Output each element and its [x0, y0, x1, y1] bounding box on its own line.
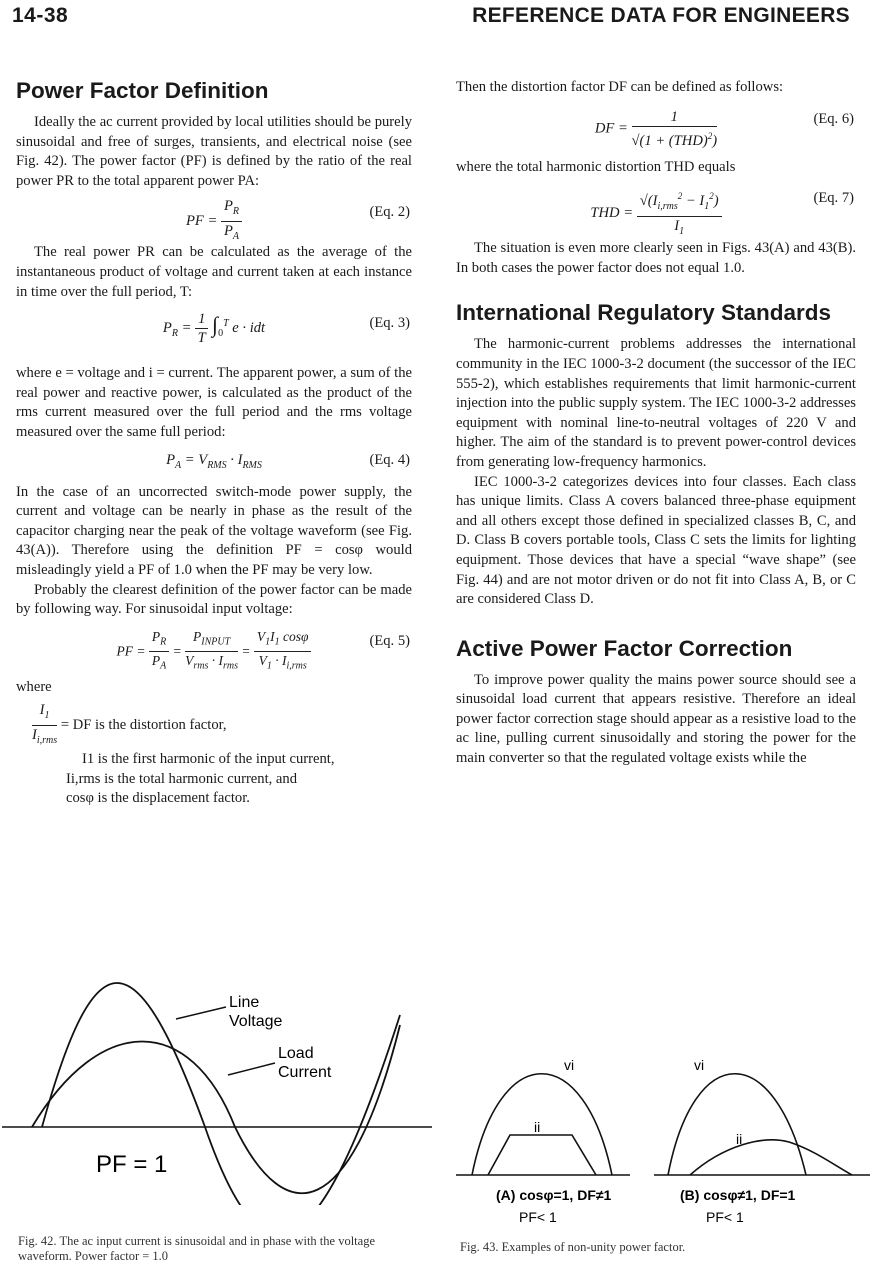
label-a-line1: (A) cosφ=1, DF≠1 — [496, 1187, 612, 1203]
equation-label: (Eq. 3) — [369, 315, 410, 332]
equation-7: THD = $\frac{√(I_{i,rms}^2 - I_1^2)}{I_1}$ (Eq. 7) — [456, 177, 856, 239]
left-column — [16, 78, 412, 809]
equation-label: (Eq. 4) — [369, 451, 410, 468]
ii-pulse-a — [488, 1135, 596, 1175]
vi-curve-b — [668, 1074, 806, 1175]
right-column — [456, 78, 856, 769]
running-title: REFERENCE DATA FOR ENGINEERS — [472, 4, 850, 27]
paragraph: Then the distortion factor DF can be defined as follows: — [456, 79, 784, 95]
figure-42-caption: Fig. 42. The ac input current is sinusoidal and in phase with the voltage waveform. Power factor = 1.0 — [18, 1234, 375, 1263]
equation-4: $P_A = V_{RMS} \cdot I_{RMS}$ (Eq. 4) — [166, 451, 410, 471]
where-label: where — [16, 678, 52, 695]
vi-curve-a — [472, 1074, 612, 1175]
vi-label-b: vi — [694, 1057, 705, 1073]
heading-active-pfc: Active Power Factor Correction — [456, 635, 793, 661]
paragraph: IEC 1000-3-2 categorizes devices into four classes. Each class has unique limits. Class A covers balanced three-phase equipment and all others except those defined in specialized classes B, C, and D. Class B covers portable tools, Class C sets the limits for lighting equipment. Those devices that have a special “wave shape” (see Fig. 44) and are not motor driven or do not fit into Class A, B, or C are considered Class D. — [456, 473, 856, 608]
load-label: Load — [278, 1045, 314, 1062]
equation-6: DF = $\frac{1}{√(1 + (THD)^2)}$ (Eq. 6) — [594, 108, 854, 149]
equation-label: (Eq. 7) — [813, 190, 854, 207]
paragraph: In the case of an uncorrected switch-mode power supply, the current and voltage can be nearly in phase as the result of the capacitor charging near the peak of the voltage waveform (see Fig. 43(A)). Therefore using the definition PF = cosφ would misleadingly yield a PF of 1.0 when the PF may be very low. — [16, 483, 412, 578]
definition-3: Ii,rms is the total harmonic current, and — [66, 770, 297, 787]
page-number: 14-38 — [12, 4, 69, 27]
label-a-line2: PF< 1 — [519, 1209, 557, 1225]
paragraph: The real power PR can be calculated as the average of the instantaneous product of voltage and current taken at each instance in time over the full period, T: — [16, 244, 412, 300]
voltage-label: Voltage — [229, 1013, 283, 1030]
paragraph: Probably the clearest definition of the power factor can be made by following way. For sinusoidal input voltage: — [16, 581, 412, 618]
paragraph: The harmonic-current problems addresses the international community in the IEC 1000-3-2 document (the successor of the IEC 555-2), which establishes requirements that limit harmonic-current injection into the public supply system. The IEC 1000-3-2 addresses equipment with nominal line-to-neutral voltages of 220 V and higher. The aim of the standard is to prevent power-control devices from generating low-frequency harmonics. — [456, 336, 856, 470]
load-current-curve — [32, 1025, 400, 1193]
ii-label-a: ii — [534, 1119, 541, 1135]
label-b-line2: PF< 1 — [706, 1209, 744, 1225]
figure-42-waveform — [0, 975, 440, 1205]
paragraph: To improve power quality the mains power source should see a sinusoidal load current that appears resistive. Therefore an ideal power factor correction stage should appear as a resistive load to the ac line, pulling current sinusoidally and storing the power for the main converter so that the regulated voltage exists while the — [456, 671, 856, 767]
figure-43-waveforms — [454, 1040, 872, 1230]
ii-label-b: ii — [736, 1131, 743, 1147]
label-b-line1: (B) cosφ≠1, DF=1 — [680, 1187, 796, 1203]
definition-4: cosφ is the displacement factor. — [66, 790, 250, 807]
paragraph: Ideally the ac current provided by local utilities should be purely sinusoidal and free of surges, transients, and electrical noise (see Fig. 42). The power factor (PF) is defined by the ratio of the real power PR to the total apparent power PA: — [16, 114, 412, 189]
equation-5: PF = $\frac{P_R}{P_A}$ = $\frac{P_{INPUT}}{V_{rms} \cdot I_{rms}}$ = $\frac{V_1I_1 \cos\varphi}{V_1 \cdot I_{i,rms}}$ (Eq. 5) — [116, 628, 410, 673]
paragraph: where e = voltage and i = current. The apparent power, a sum of the real power and reactive power, is calculated as the product of the rms current measured over the full period and the rms voltage measured over the same full period: — [16, 365, 412, 440]
equation-label: (Eq. 6) — [813, 110, 854, 127]
heading-power-factor-definition: Power Factor Definition — [16, 78, 269, 103]
figure-43-caption: Fig. 43. Examples of non-unity power factor. — [460, 1240, 686, 1254]
pf-label: PF = 1 — [96, 1151, 168, 1178]
heading-international-standards: International Regulatory Standards — [456, 300, 832, 326]
definition-1: $\frac{I_1}{I_{i,rms}}$ = DF is the distortion factor, — [32, 702, 227, 747]
line-label: Line — [229, 994, 260, 1011]
paragraph: where the total harmonic distortion THD equals — [456, 158, 736, 175]
equation-label: (Eq. 5) — [369, 632, 410, 649]
equation-2: PF = $\frac{P_R}{P_A}$ (Eq. 2) — [185, 198, 410, 243]
definition-2: I1 is the first harmonic of the input current, — [82, 751, 335, 768]
ii-curve-b — [690, 1140, 852, 1175]
current-label: Current — [278, 1064, 332, 1081]
vi-label-a: vi — [564, 1057, 575, 1073]
paragraph: The situation is even more clearly seen in Figs. 43(A) and 43(B). In both cases the power factor does not equal 1.0. — [456, 240, 856, 276]
equation-3: $P_R$ = $\frac{1}{T}$ $\int_0^T$ e · idt (Eq. 3) — [162, 311, 410, 347]
equation-label: (Eq. 2) — [369, 204, 410, 221]
